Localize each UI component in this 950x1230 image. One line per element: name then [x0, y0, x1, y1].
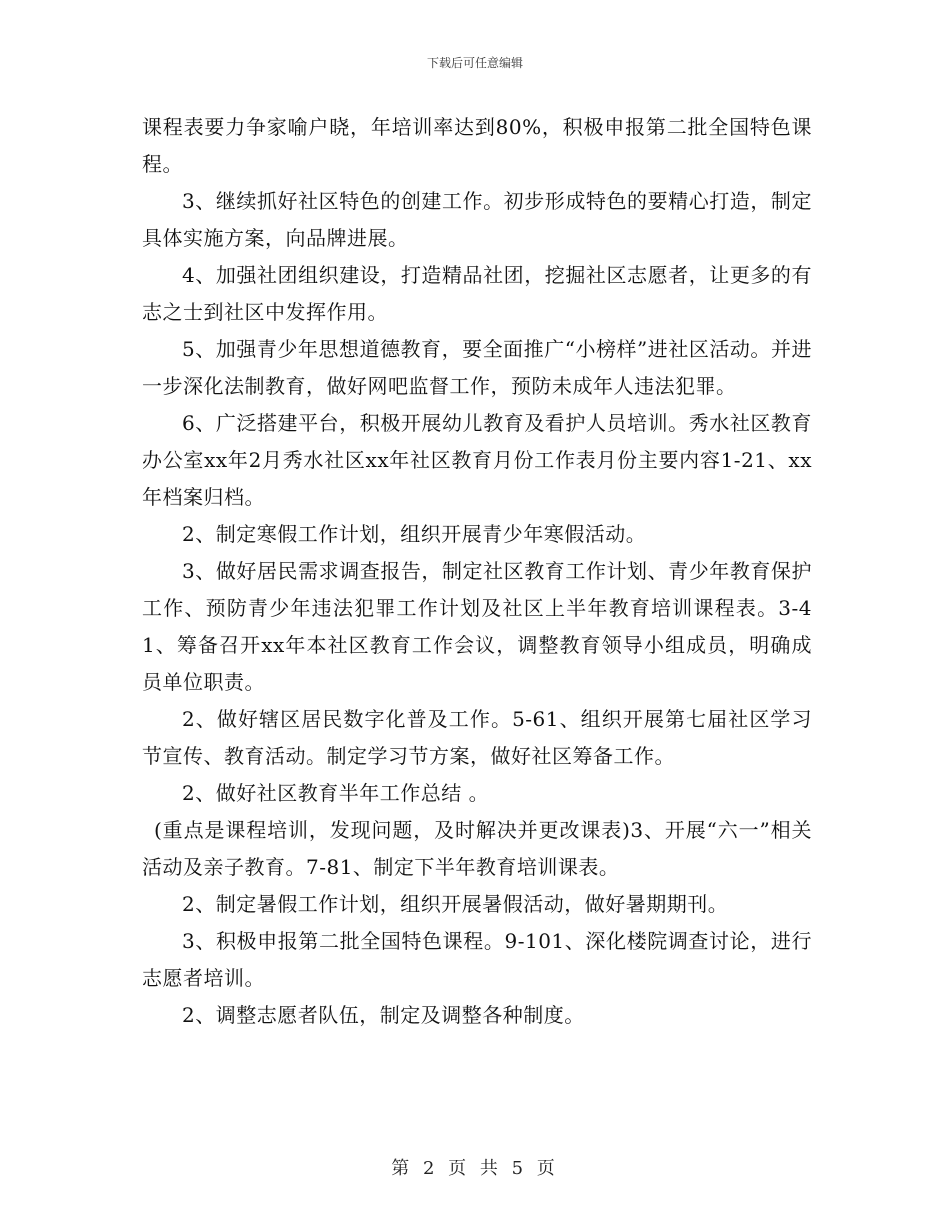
paragraph: 2、做好辖区居民数字化普及工作。5-61、组织开展第七届社区学习节宣传、教育活动。制定学习节方案，做好社区筹备工作。 [142, 707, 812, 768]
paragraph: 课程表要力争家喻户晓，年培训率达到80%，积极申报第二批全国特色课程。 [142, 115, 812, 176]
paragraph: 4、加强社团组织建设，打造精品社团，挖掘社区志愿者，让更多的有志之士到社区中发挥作用。 [142, 263, 812, 324]
paragraph: (重点是课程培训，发现问题，及时解决并更改课表)3、开展“六一”相关活动及亲子教育。7-81、制定下半年教育培训课表。 [142, 818, 812, 879]
paragraph: 3、积极申报第二批全国特色课程。9-101、深化楼院调查讨论，进行志愿者培训。 [142, 929, 812, 990]
paragraph: 2、制定寒假工作计划，组织开展青少年寒假活动。 [182, 522, 647, 546]
paragraph: 5、加强青少年思想道德教育，要全面推广“小榜样”进社区活动。并进一步深化法制教育，做好网吧监督工作，预防未成年人违法犯罪。 [142, 337, 812, 398]
paragraph: 3、继续抓好社区特色的创建工作。初步形成特色的要精心打造，制定具体实施方案，向品牌进展。 [142, 189, 812, 250]
paragraph: 6、广泛搭建平台，积极开展幼儿教育及看护人员培训。秀水社区教育办公室xx年2月秀水社区xx年社区教育月份工作表月份主要内容1-21、xx年档案归档。 [142, 411, 812, 509]
paragraph: 2、制定暑假工作计划，组织开展暑假活动，做好暑期期刊。 [182, 892, 729, 916]
paragraph: 2、做好社区教育半年工作总结 。 [182, 781, 490, 805]
paragraph: 2、调整志愿者队伍，制定及调整各种制度。 [182, 1003, 585, 1027]
page-header: 下载后可任意编辑 [426, 56, 523, 70]
page-number-footer: 第 2 页 共 5 页 [391, 1158, 559, 1179]
document-body [142, 109, 812, 1034]
paragraph: 3、做好居民需求调查报告，制定社区教育工作计划、青少年教育保护工作、预防青少年违法犯罪工作计划及社区上半年教育培训课程表。3-41、筹备召开xx年本社区教育工作会议，调整教育领导小组成员，明确成员单位职责。 [142, 559, 812, 694]
